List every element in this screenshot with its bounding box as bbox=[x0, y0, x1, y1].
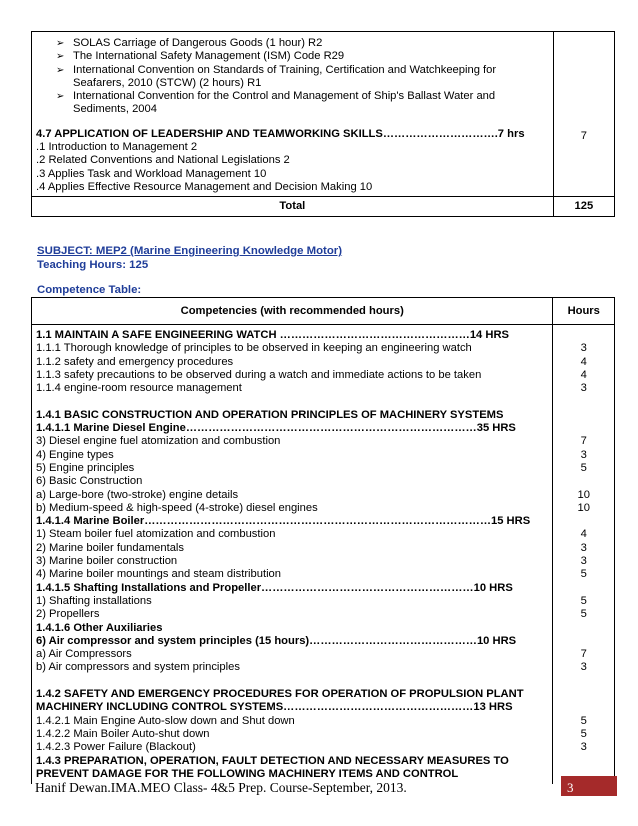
competence-title: Competence Table: bbox=[37, 284, 142, 296]
bullet-item bbox=[56, 103, 549, 116]
section-item: .3 Applies Task and Workload Management 10 bbox=[36, 167, 267, 180]
bullet-text: Sediments, 2004 bbox=[73, 103, 157, 116]
arrow-bullet-icon: ➢ bbox=[56, 91, 65, 103]
section-heading: 4.7 APPLICATION OF LEADERSHIP AND TEAMWORKING SKILLS………………………….7 hrs bbox=[36, 127, 525, 140]
bullet-item bbox=[56, 77, 549, 90]
hours-cell: 5 bbox=[580, 727, 587, 740]
footer-text: Hanif Dewan.IMA.MEO Class- 4&5 Prep. Course-September, 2013. bbox=[35, 780, 407, 795]
hours-cell bbox=[553, 582, 614, 595]
section-heading-row: 1.4.3 PREPARATION, OPERATION, FAULT DETECTION AND NECESSARY MEASURES TO bbox=[36, 754, 509, 767]
competency-row: 1) Shafting installations bbox=[36, 594, 152, 607]
top-table-hours bbox=[553, 32, 614, 197]
competency-row: 2) Marine boiler fundamentals bbox=[36, 541, 184, 554]
hours-cell bbox=[553, 635, 614, 648]
hours-cell: 5 bbox=[580, 608, 587, 621]
competency-row: b) Medium-speed & high-speed (4-stroke) diesel engines bbox=[36, 501, 318, 514]
hours-cell: 4 bbox=[580, 368, 587, 381]
hours-cell bbox=[553, 622, 614, 635]
teaching-hours: Teaching Hours: 125 bbox=[37, 259, 149, 271]
bullet-text: SOLAS Carriage of Dangerous Goods (1 hour) R2 bbox=[73, 37, 323, 49]
hours-cell: 10 bbox=[577, 488, 590, 501]
section-hours: 7 bbox=[580, 130, 587, 142]
hours-column bbox=[553, 325, 615, 785]
arrow-bullet-icon: ➢ bbox=[56, 64, 65, 76]
page-number: 3 bbox=[561, 776, 617, 796]
hours-cell: 5 bbox=[580, 594, 587, 607]
hours-cell bbox=[553, 688, 614, 701]
header-competencies: Competencies (with recommended hours) bbox=[32, 298, 553, 325]
hours-cell bbox=[553, 515, 614, 528]
subject-title: SUBJECT: MEP2 (Marine Engineering Knowledge Motor) bbox=[37, 245, 343, 257]
subject-block bbox=[37, 244, 342, 272]
competency-row: 5) Engine principles bbox=[36, 461, 135, 474]
bullet-item bbox=[56, 64, 549, 77]
arrow-bullet-icon bbox=[56, 77, 73, 90]
section-heading-row: 1.4.1.1 Marine Diesel Engine……………………………………………………………………35 HRS bbox=[36, 422, 516, 435]
competency-row: 1.4.2.1 Main Engine Auto-slow down and Shut down bbox=[36, 714, 295, 727]
hours-cell: 3 bbox=[580, 741, 587, 754]
competency-row: 2) Propellers bbox=[36, 608, 100, 621]
competency-row: 3) Diesel engine fuel atomization and combustion bbox=[36, 435, 281, 448]
hours-cell: 4 bbox=[580, 355, 587, 368]
top-table bbox=[31, 31, 615, 217]
competency-row: b) Air compressors and system principles bbox=[36, 661, 240, 674]
header-hours: Hours bbox=[553, 298, 615, 325]
footer bbox=[32, 776, 617, 796]
top-table-content bbox=[32, 32, 554, 197]
section-item-list bbox=[36, 141, 549, 194]
competency-row: 1.1.2 safety and emergency procedures bbox=[36, 355, 234, 368]
competency-row: 3) Marine boiler construction bbox=[36, 555, 178, 568]
total-label: Total bbox=[32, 197, 554, 217]
bullet-text: International Convention for the Control and Management of Ship's Ballast Water and bbox=[73, 90, 496, 103]
competency-row: 1) Steam boiler fuel atomization and combustion bbox=[36, 528, 276, 541]
hours-cell: 4 bbox=[580, 528, 587, 541]
hours-cell: 5 bbox=[580, 714, 587, 727]
competency-row: 1.1.3 safety precautions to be observed during a watch and immediate actions to be taken bbox=[36, 368, 482, 381]
hours-cell bbox=[553, 475, 614, 488]
bullet-item bbox=[56, 50, 549, 63]
section-heading-row: 1.4.1.4 Marine Boiler…………………………………………………………………………………15 HRS bbox=[36, 515, 531, 528]
competency-row: 1.4.2.2 Main Boiler Auto-shut down bbox=[36, 727, 210, 740]
competency-row: 1.1.1 Thorough knowledge of principles to be observed in keeping an engineering watch bbox=[36, 342, 472, 355]
section-heading-row: MACHINERY INCLUDING CONTROL SYSTEMS……………………………………………13 HRS bbox=[36, 701, 513, 714]
hours-cell bbox=[553, 755, 614, 768]
competency-row: 4) Engine types bbox=[36, 448, 114, 461]
arrow-bullet-icon: ➢ bbox=[56, 38, 65, 49]
hours-cell: 5 bbox=[580, 461, 587, 474]
bullet-text: Seafarers, 2010 (STCW) (2 hours) R1 bbox=[73, 76, 262, 89]
section-item: .2 Related Conventions and National Legislations 2 bbox=[36, 154, 290, 167]
hours-cell: 3 bbox=[580, 382, 587, 395]
hours-cell bbox=[553, 329, 614, 342]
hours-cell bbox=[553, 409, 614, 422]
hours-cell bbox=[553, 701, 614, 714]
competency-row: 4) Marine boiler mountings and steam distribution bbox=[36, 568, 282, 581]
total-value: 125 bbox=[553, 197, 614, 217]
competency-row: a) Air Compressors bbox=[36, 648, 132, 661]
hours-cell: 7 bbox=[580, 648, 587, 661]
hours-cell: 7 bbox=[580, 435, 587, 448]
arrow-bullet-icon bbox=[56, 103, 73, 116]
competency-row: a) Large-bore (two-stroke) engine details bbox=[36, 488, 239, 501]
hours-cell: 3 bbox=[580, 541, 587, 554]
section-heading-row: 1.1 MAINTAIN A SAFE ENGINEERING WATCH ……………………………………………14 HRS bbox=[36, 329, 510, 341]
bullet-item bbox=[56, 90, 549, 103]
bullet-text: The International Safety Management (ISM) Code R29 bbox=[73, 50, 345, 63]
hours-cell: 5 bbox=[580, 568, 587, 581]
section-heading-row: PREVENT DAMAGE FOR THE FOLLOWING MACHINERY ITEMS AND CONTROL bbox=[36, 767, 459, 780]
hours-cell: 10 bbox=[577, 501, 590, 514]
hours-cell: 3 bbox=[580, 448, 587, 461]
section-heading-row: 1.4.1.5 Shafting Installations and Propeller…………………………………………………10 HRS bbox=[36, 581, 513, 594]
section-item: .4 Applies Effective Resource Management and Decision Making 10 bbox=[36, 180, 373, 193]
bullet-text: International Convention on Standards of Training, Certification and Watchkeeping for bbox=[73, 63, 497, 76]
competency-row: 1.4.2.3 Power Failure (Blackout) bbox=[36, 741, 196, 754]
section-heading-row: 1.4.1.6 Other Auxiliaries bbox=[36, 621, 163, 634]
section-heading-row: 1.4.2 SAFETY AND EMERGENCY PROCEDURES FOR OPERATION OF PROPULSION PLANT bbox=[36, 688, 524, 701]
hours-cell: 3 bbox=[580, 555, 587, 568]
competencies-column bbox=[32, 325, 553, 785]
competency-row: 6) Basic Construction bbox=[36, 475, 143, 488]
section-heading-row: 1.4.1 BASIC CONSTRUCTION AND OPERATION PRINCIPLES OF MACHINERY SYSTEMS bbox=[36, 408, 504, 421]
bullet-item bbox=[56, 37, 549, 50]
competency-row: 1.1.4 engine-room resource management bbox=[36, 382, 242, 395]
hours-cell bbox=[553, 422, 614, 435]
hours-cell: 3 bbox=[580, 342, 587, 355]
section-item: .1 Introduction to Management 2 bbox=[36, 141, 198, 154]
bullet-list bbox=[36, 37, 549, 117]
section-heading-row: 6) Air compressor and system principles (15 hours)………………………………………10 HRS bbox=[36, 634, 517, 647]
competence-table bbox=[31, 297, 615, 784]
arrow-bullet-icon: ➢ bbox=[56, 51, 65, 63]
hours-cell: 3 bbox=[580, 661, 587, 674]
